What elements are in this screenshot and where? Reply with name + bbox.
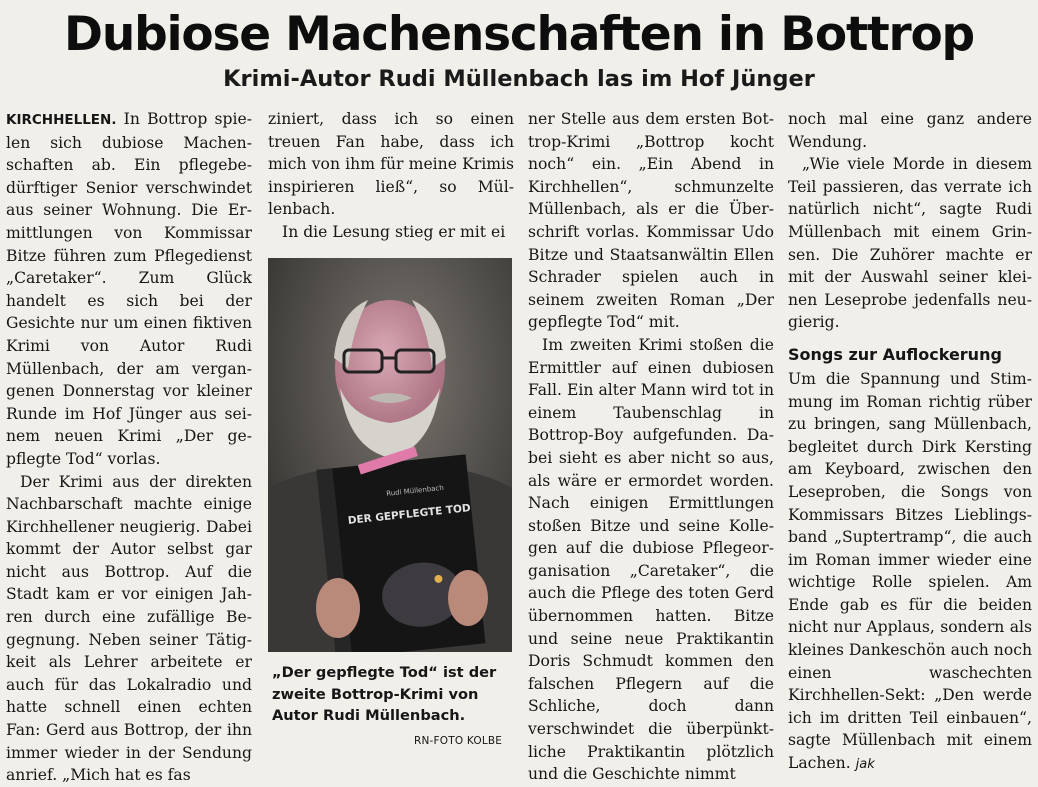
paragraph-neighborhood: Der Krimi aus der direkten Nachbarschaft machte einige Kirchhellener neugierig. Dabei kommt der Autor selbst gar nicht aus Bottrop. Auf die Stadt kam er vor einigen Jahren durch eine zufällige Begegnung. Neben seiner Tätigkeit als Lehrer arbeitete er auch für das Lokalradio und hatte schnell einen echten Fan: Gerd aus Bottrop, der ihn immer wieder in der Sendung anrief. „Mich hat es fas [6, 472, 252, 785]
book-author: Rudi Müllenbach [385, 483, 445, 498]
paragraph-second-novel: Im zweiten Krimi stoßen die Ermittler auf einen dubiosen Fall. Ein alter Mann wird tot in einem Taubenschlag in Bottrop-Boy aufgefunden. Dabei sieht es aber nicht so aus, als wäre er ermordet worden. Nach einigen Ermittlungen stoßen Bitze und seine Kollegen auf die dubiose Pflegeorganisation „Caretaker“, die auch die Pflege des toten Gerd übernommen hatten. Bitze und seine neue Praktikantin Doris Schmudt kommen den falschen Pflegern auf die Schliche, doch dann verschwindet die überpünktliche Praktikantin plötzlich und die Geschichte nimmt [528, 335, 774, 784]
section-heading: Songs zur Auflockerung [788, 344, 1002, 364]
paragraph-murders-quote: „Wie viele Morde in diesem Teil passieren, das verrate ich natürlich nicht“, sagte Rudi Müllenbach mit einem Grinsen. Die Zuhörer machte er mit der Auswahl seiner kleinen Leseprobe jedenfalls neugierig. [788, 155, 1032, 332]
photo-caption: „Der gepflegte Tod“ ist der zweite Bottrop-Krimi von Autor Rudi Müllenbach. [272, 664, 497, 724]
paragraph-fan-continued: ziniert, dass ich so einen treuen Fan habe, dass ich mich von ihm für meine Krimis inspirieren ließ“, so Müllenbach. [268, 110, 514, 219]
paragraph-reading-continued: ner Stelle aus dem ersten Bottrop-Krimi „Bottrop kocht noch“ ein. „Ein Abend in Kirchhellen“, schmunzelte Müllenbach, als er die Überschrift vorlas. Kommissar Udo Bitze und Staatsanwältin Ellen Schrader spielen auch in seinem zweiten Roman „Der gepflegte Tod“ mit. [528, 110, 774, 332]
article-column-2 [268, 108, 514, 244]
paragraph-reading-start: In die Lesung stieg er mit ei [282, 222, 506, 241]
photo-credit: RN-FOTO KOLBE [414, 735, 503, 747]
dateline: KIRCHHELLEN. [6, 112, 117, 128]
paragraph-songs: Um die Spannung und Stimmung im Roman richtig rüber zu bringen, sang Müllenbach, begleitet durch Dirk Kersting am Keyboard, zwischen den Leseproben, die Songs von Kommissars Bitzes Lieblingsband „Suptertramp“, die auch im Roman immer wieder eine wichtige Rolle spielen. Am Ende gab es für die beiden nicht nur Applaus, sondern als kleines Dankeschön auch noch einen waschechten Kirchhellen-Sekt: „Den werde ich im dritten Teil einbauen“, sagte Müllenbach mit einem Lachen. jak [788, 369, 1032, 773]
article-column-1 [6, 108, 252, 787]
author-with-book-illustration [268, 258, 512, 652]
article-column-4 [788, 108, 1032, 777]
paragraph-intro: KIRCHHELLEN. In Bottrop spielen sich dubiose Machenschaften ab. Ein pflegebedürftiger Senior verschwindet aus seiner Wohnung. Die Ermittlungen von Kommissar Bitze führen zum Pflegedienst „Caretaker“. Zum Glück handelt es sich bei der Gesichte nur um einen fiktiven Krimi von Autor Rudi Müllenbach, der am vergangenen Donnerstag vor kleiner Runde im Hof Jünger aus seinem neuen Krimi „Der gepflegte Tod“ vorlas. [6, 110, 252, 468]
book-title: DER GEPFLEGTE TOD [347, 502, 472, 527]
paragraph-second-novel-continued: noch mal eine ganz andere Wendung. [788, 110, 1032, 151]
article-column-3 [528, 108, 774, 786]
headline: Dubiose Machenschaften in Bottrop [64, 7, 974, 62]
author-signature: jak [855, 757, 875, 773]
subheadline: Krimi-Autor Rudi Müllenbach las im Hof Jünger [223, 66, 815, 92]
author-photo [268, 258, 512, 652]
